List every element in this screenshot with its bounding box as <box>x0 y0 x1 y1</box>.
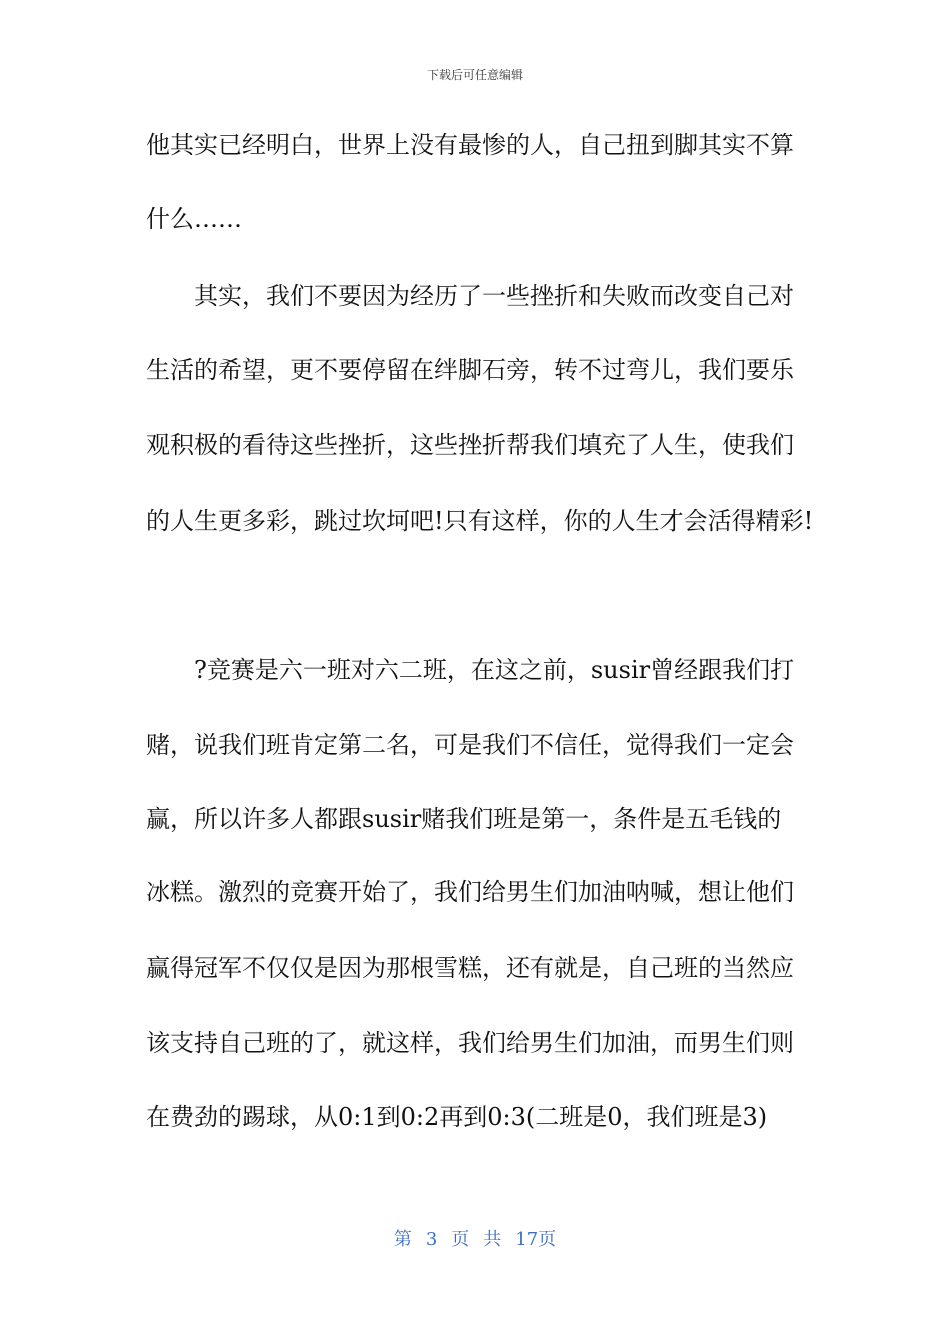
footer-di: 第 <box>393 1229 412 1250</box>
footer-total-pages: 17页 <box>515 1229 557 1250</box>
body-line-13: 在费劲的踢球，从0:1到0:2再到0:3(二班是0，我们班是3) <box>146 1103 768 1131</box>
page-footer <box>0 1225 950 1251</box>
footer-page-number: 3 <box>425 1229 438 1250</box>
body-line-1: 他其实已经明白，世界上没有最惨的人，自己扭到脚其实不算 <box>146 131 794 159</box>
body-line-2: 什么…… <box>146 205 242 233</box>
body-line-5: 观积极的看待这些挫折，这些挫折帮我们填充了人生，使我们 <box>146 431 794 459</box>
body-line-6: 的人生更多彩，跳过坎坷吧!只有这样，你的人生才会活得精彩! <box>146 507 814 535</box>
page-header: 下载后可任意编辑 <box>426 68 523 82</box>
body-line-3: 其实，我们不要因为经历了一些挫折和失败而改变自己对 <box>194 282 794 310</box>
footer-gong: 共 <box>483 1229 502 1250</box>
body-line-10: 冰糕。激烈的竞赛开始了，我们给男生们加油呐喊，想让他们 <box>146 878 794 906</box>
body-line-12: 该支持自己班的了，就这样，我们给男生们加油，而男生们则 <box>146 1029 794 1057</box>
body-line-8: 赌，说我们班肯定第二名，可是我们不信任，觉得我们一定会 <box>146 731 794 759</box>
body-line-9: 赢，所以许多人都跟susir赌我们班是第一，条件是五毛钱的 <box>146 805 782 833</box>
body-line-7: ?竞赛是六一班对六二班，在这之前，susir曾经跟我们打 <box>194 656 795 684</box>
body-line-4: 生活的希望，更不要停留在绊脚石旁，转不过弯儿，我们要乐 <box>146 356 794 384</box>
footer-ye: 页 <box>451 1229 470 1250</box>
body-line-11: 赢得冠军不仅仅是因为那根雪糕，还有就是，自己班的当然应 <box>146 954 794 982</box>
